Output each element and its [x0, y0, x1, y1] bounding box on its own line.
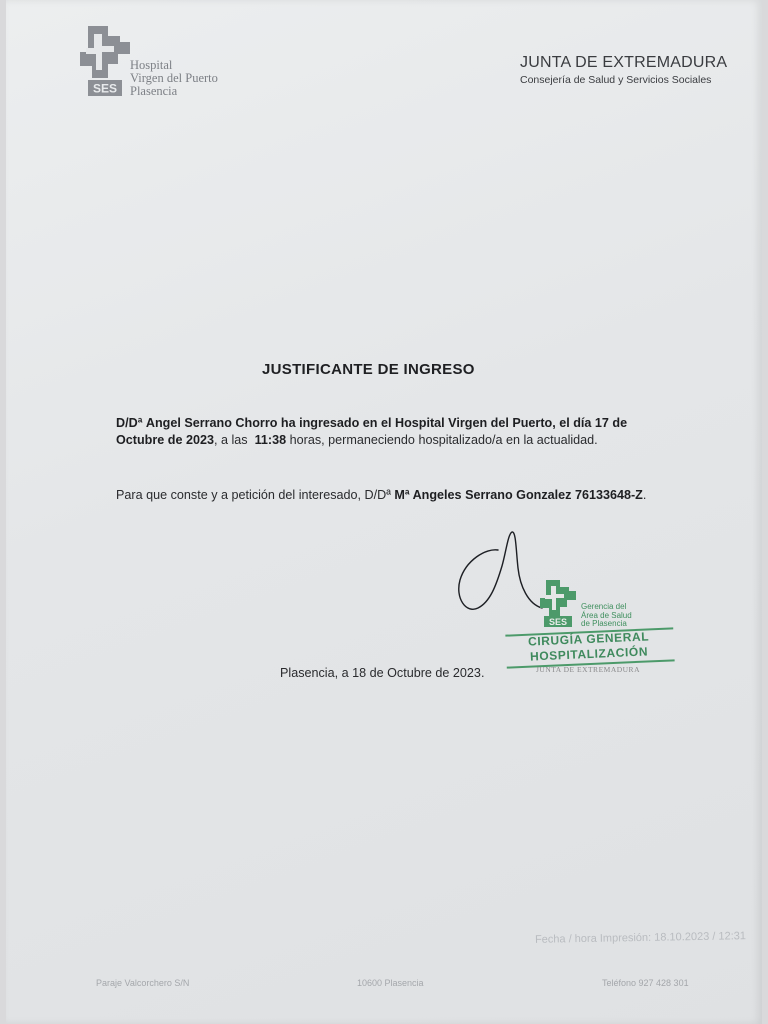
- footer-address: Paraje Valcorchero S/N: [96, 978, 190, 988]
- hospital-line-3: Plasencia: [130, 84, 178, 98]
- requester-name: Mª Angeles Serrano Gonzalez: [394, 488, 572, 502]
- junta-header: [520, 54, 727, 86]
- admission-verb: ha ingresado en el: [280, 416, 392, 430]
- stamp-junta: JUNTA DE EXTREMADURA: [536, 665, 640, 674]
- hospital-name: Hospital Virgen del Puerto,: [395, 416, 556, 430]
- stamp-gerencia-3: de Plasencia: [581, 619, 627, 628]
- admission-time: 11:38: [254, 433, 287, 447]
- ses-cross-icon: [74, 24, 134, 98]
- footer-postal: 10600 Plasencia: [357, 978, 424, 988]
- stamp-gerencia-2: Área de Salud: [581, 610, 632, 620]
- svg-text:SES: SES: [92, 81, 118, 96]
- junta-name: JUNTA DE EXTREMADURA: [520, 54, 728, 71]
- request-text: Para que conste y a petición del interesado, D/Dª: [116, 488, 391, 502]
- document-page: [6, 0, 762, 1024]
- document-title: JUSTIFICANTE DE INGRESO: [262, 361, 475, 378]
- hospital-line-1: Hospital: [130, 58, 173, 72]
- requester-id: 76133648-Z: [574, 488, 643, 502]
- junta-subtitle: Consejería de Salud y Servicios Sociales: [520, 74, 712, 86]
- print-timestamp: Fecha / hora Impresión: 18.10.2023 / 12:31: [534, 930, 747, 946]
- stamp-ses-cross-icon: [536, 578, 582, 628]
- hospital-line-2: Virgen del Puerto: [130, 71, 218, 85]
- day-prefix: el día: [559, 416, 592, 430]
- admission-date: 17 de Octubre de 2023: [116, 416, 628, 447]
- stamp-department: CIRUGÍA GENERAL: [527, 629, 650, 649]
- time-prefix: , a las: [214, 433, 248, 447]
- svg-text:SES: SES: [548, 617, 568, 627]
- request-paragraph: Para que conste y a petición del interesado, D/Dª Mª Angeles Serrano Gonzalez 76133648-Z.: [116, 488, 647, 502]
- admission-suffix: horas, permaneciendo hospitalizado/a en la actualidad.: [289, 433, 598, 447]
- stamp-unit: HOSPITALIZACIÓN: [529, 644, 649, 664]
- place-date: Plasencia, a 18 de Octubre de 2023.: [280, 666, 485, 680]
- honorific-prefix: D/Dª: [116, 416, 143, 430]
- stamp-gerencia-1: Gerencia del: [581, 602, 627, 611]
- admission-paragraph: [116, 415, 676, 449]
- patient-name: Angel Serrano Chorro: [145, 416, 278, 430]
- department-stamp: [506, 575, 696, 675]
- footer-phone: Teléfono 927 428 301: [602, 978, 689, 988]
